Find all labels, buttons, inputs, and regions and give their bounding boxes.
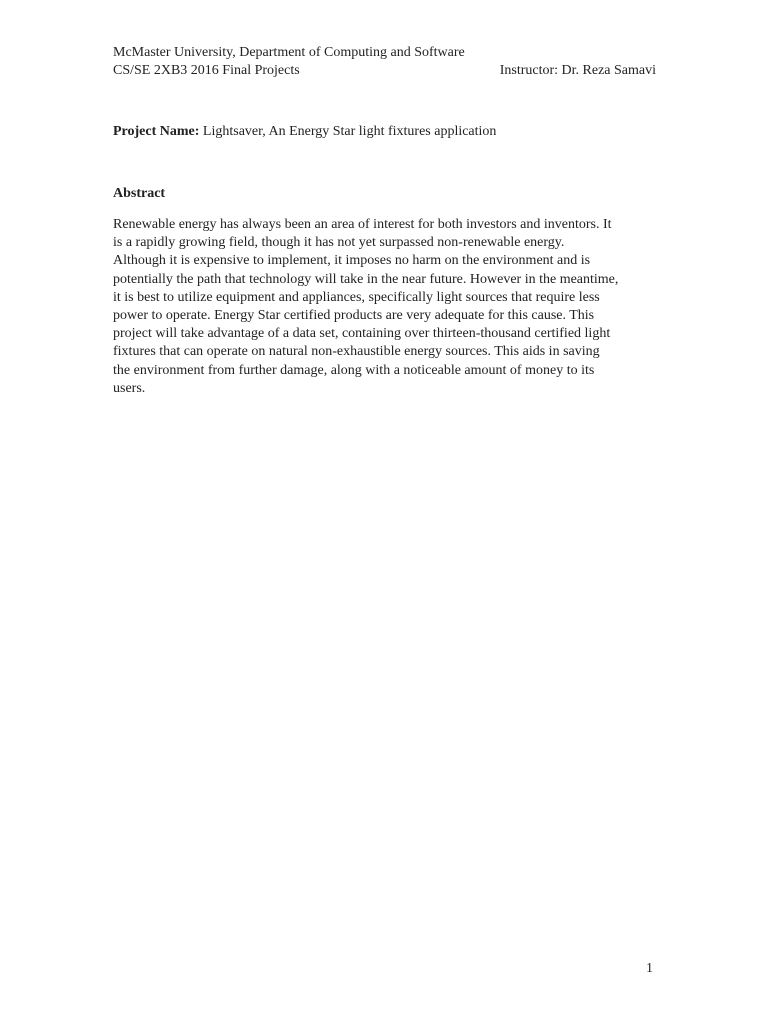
course-instructor-line <box>113 62 656 80</box>
university-department: McMaster University, Department of Computing and Software <box>113 45 465 60</box>
abstract-line: project will take advantage of a data set, containing over thirteen-thousand certified light <box>113 326 611 342</box>
abstract-line: potentially the path that technology will take in the near future. However in the meantime, <box>113 271 619 287</box>
abstract-paragraph <box>113 216 658 398</box>
project-name-label: Project Name: <box>113 124 200 139</box>
abstract-line: Although it is expensive to implement, it imposes no harm on the environment and is <box>113 253 591 269</box>
abstract-line: it is best to utilize equipment and appliances, specifically light sources that require less <box>113 289 600 305</box>
course-title: CS/SE 2XB3 2016 Final Projects <box>113 63 300 78</box>
abstract-line: Renewable energy has always been an area of interest for both investors and inventors. It <box>113 217 612 232</box>
university-line <box>113 44 656 62</box>
abstract-line: the environment from further damage, along with a noticeable amount of money to its <box>113 362 595 378</box>
page-number: 1 <box>646 961 653 976</box>
abstract-heading: Abstract <box>113 186 166 201</box>
abstract-line: users. <box>113 380 146 396</box>
project-name-line <box>113 123 496 141</box>
abstract-line: fixtures that can operate on natural non-exhaustible energy sources. This aids in saving <box>113 344 600 360</box>
page-header <box>113 44 656 80</box>
instructor-name: Instructor: Dr. Reza Samavi <box>499 63 656 78</box>
project-name-value: Lightsaver, An Energy Star light fixtures application <box>199 124 497 139</box>
abstract-line: is a rapidly growing field, though it has not yet surpassed non-renewable energy. <box>113 235 565 251</box>
abstract-line: power to operate. Energy Star certified products are very adequate for this cause. This <box>113 308 595 324</box>
